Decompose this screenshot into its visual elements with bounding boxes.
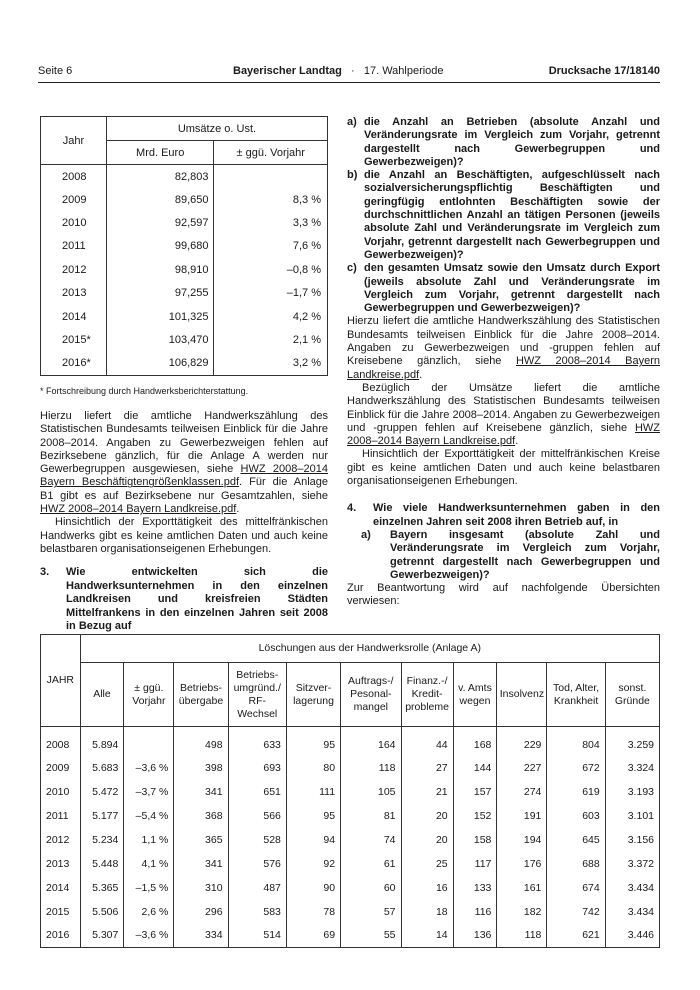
revenue-value-cell: 101,325 <box>106 305 214 328</box>
deletions-year-cell: 2016 <box>41 924 81 948</box>
deletions-value-cell: 176 <box>497 852 547 876</box>
deletions-table-row <box>41 804 660 828</box>
deletions-value-cell: 105 <box>341 780 401 804</box>
left-p1-text-a: Hierzu liefert die amtliche Handwerkszählung des Statistischen Bundesamts teilweisen Einblick für die Jahre 2008–2014. Angaben zu Gewerbezweigen fehlen auf Bezirksebene gänzlich, für die Anlage A werden nur Gewerbegruppen ausgewiesen, siehe <box>40 410 328 476</box>
deletions-value-cell: 296 <box>174 900 228 924</box>
question-3-number: 3. <box>40 566 50 578</box>
deletions-value-cell: 2,6 % <box>124 900 174 924</box>
deletions-value-cell: 55 <box>341 924 401 948</box>
deletions-value-cell: 5.894 <box>80 727 124 757</box>
deletions-value-cell: 645 <box>547 828 605 852</box>
right-paragraph-2 <box>347 382 660 448</box>
deletions-column-header: ± ggü. Vorjahr <box>124 663 174 727</box>
deletions-column-header: Auftrags-/ Pesonal-mangel <box>341 663 401 727</box>
deletions-value-cell: 651 <box>228 780 286 804</box>
deletions-value-cell: 92 <box>286 852 340 876</box>
question-3-text: Wie entwickelten sich die Handwerksunternehmen in den einzelnen Landkreisen und kreisfreien Städten Mittelfrankens in den einzelnen Jahren seit 2008 in Bezug auf <box>66 566 328 632</box>
deletions-value-cell <box>124 727 174 757</box>
deletions-year-cell: 2015 <box>41 900 81 924</box>
revenue-year-cell: 2014 <box>41 305 107 328</box>
left-column-text <box>40 410 328 556</box>
revenue-change-cell: 7,6 % <box>214 235 328 258</box>
right-paragraph-1 <box>347 315 660 381</box>
revenue-value-cell: 103,470 <box>106 328 214 351</box>
deletions-value-cell: 94 <box>286 828 340 852</box>
subquestion-a <box>347 116 660 169</box>
revenue-value-cell: 106,829 <box>106 352 214 375</box>
revenue-table-body <box>41 165 328 376</box>
revenue-table-group-header: Umsätze o. Ust. <box>106 117 327 141</box>
question-4-text: Wie viele Handwerksunternehmen gaben in den einzelnen Jahren seit 2008 ihren Betrieb auf, in <box>373 502 660 528</box>
deletions-year-cell: 2012 <box>41 828 81 852</box>
page-header <box>38 65 660 81</box>
revenue-change-cell: 3,2 % <box>214 352 328 375</box>
left-p1-text-b: . Für die Anlage B1 gibt es auf Bezirksebene nur Gesamtzahlen, siehe <box>40 476 328 502</box>
deletions-value-cell: 3.434 <box>605 900 659 924</box>
deletions-value-cell: 25 <box>401 852 453 876</box>
deletions-value-cell: 368 <box>174 804 228 828</box>
deletions-column-header: v. Amts wegen <box>453 663 497 727</box>
deletions-value-cell: 3.259 <box>605 727 659 757</box>
deletions-value-cell: 3.446 <box>605 924 659 948</box>
revenue-change-cell: –0,8 % <box>214 258 328 281</box>
deletions-table-group-header: Löschungen aus der Handwerksrolle (Anlage A) <box>80 635 659 663</box>
deletions-value-cell: 5.234 <box>80 828 124 852</box>
deletions-year-cell: 2014 <box>41 876 81 900</box>
revenue-change-cell: 4,2 % <box>214 305 328 328</box>
right-p2-text-b: . <box>515 435 519 448</box>
deletions-table-column-headers <box>41 663 660 727</box>
deletions-value-cell: 158 <box>453 828 497 852</box>
subquestion-a-label: a) <box>347 116 357 128</box>
deletions-year-cell: 2010 <box>41 780 81 804</box>
revenue-year-cell: 2011 <box>41 235 107 258</box>
deletions-value-cell: 161 <box>497 876 547 900</box>
footnote: * Fortschreibung durch Handwerksberichterstattung. <box>40 386 249 396</box>
deletions-table-year-header: JAHR <box>41 635 81 727</box>
revenue-table-mrd-header: Mrd. Euro <box>106 141 214 165</box>
deletions-column-header: sonst. Gründe <box>605 663 659 727</box>
left-paragraph-2: Hinsichtlich der Exporttätigkeit des mittelfränkischen Handwerks gibt es keine amtlichen Daten und auch keine belastbaren organisationseigenen Erhebungen. <box>40 516 328 555</box>
link-hwz-beschaeftigtengroessenklassen[interactable]: HWZ 2008–2014 Bayern Beschäftigtengrößenklassen.pdf <box>40 463 328 489</box>
deletions-column-header: Insolvenz <box>497 663 547 727</box>
deletions-value-cell: 81 <box>341 804 401 828</box>
right-p2-text-a: Bezüglich der Umsätze liefert die amtliche Handwerkszählung des Statistischen Bundesamts teilweisen Einblick für die Jahre 2008–2014. Angaben zu Gewerbezweigen und -gruppen fehlen auf Kreisebene gänzlich, siehe <box>347 381 660 434</box>
deletions-value-cell: 90 <box>286 876 340 900</box>
deletions-value-cell: 5.448 <box>80 852 124 876</box>
deletions-value-cell: 57 <box>341 900 401 924</box>
deletions-value-cell: 133 <box>453 876 497 900</box>
deletions-value-cell: 61 <box>341 852 401 876</box>
deletions-year-cell: 2013 <box>41 852 81 876</box>
deletions-value-cell: 672 <box>547 757 605 781</box>
question-4a-label: a) <box>361 528 371 541</box>
revenue-value-cell: 92,597 <box>106 211 214 234</box>
deletions-year-cell: 2011 <box>41 804 81 828</box>
deletions-value-cell: 583 <box>228 900 286 924</box>
revenue-year-cell: 2010 <box>41 211 107 234</box>
deletions-value-cell: 60 <box>341 876 401 900</box>
deletions-value-cell: 74 <box>341 828 401 852</box>
left-p1-text-c: . <box>236 503 240 516</box>
deletions-value-cell: 144 <box>453 757 497 781</box>
revenue-change-cell: 3,3 % <box>214 211 328 234</box>
revenue-table-row <box>41 235 328 258</box>
deletions-value-cell: 603 <box>547 804 605 828</box>
deletions-value-cell: 44 <box>401 727 453 757</box>
deletions-value-cell: 16 <box>401 876 453 900</box>
subquestion-b <box>347 169 660 262</box>
revenue-year-cell: 2016* <box>41 352 107 375</box>
subquestion-c-text: den gesamten Umsatz sowie den Umsatz durch Export (jeweils absolute Zahl und Veränderungsrate im Vergleich zum Vorjahr, getrennt dargestellt nach Gewerbegruppen und Gewerbezweigen)? <box>364 262 660 315</box>
deletions-value-cell: 95 <box>286 727 340 757</box>
revenue-table-row <box>41 188 328 211</box>
deletions-table-row <box>41 727 660 757</box>
deletions-value-cell: 136 <box>453 924 497 948</box>
link-hwz-landkreise[interactable]: HWZ 2008–2014 Bayern Landkreise.pdf <box>40 503 237 516</box>
deletions-value-cell: 21 <box>401 780 453 804</box>
parliament-name: Bayerischer Landtag <box>233 65 342 77</box>
right-paragraph-3: Hinsichtlich der Exporttätigkeit der mittelfränkischen Kreise gibt es keine amtlichen Daten und auch keine belastbaren organisationseigenen Erhebungen. <box>347 448 660 488</box>
deletions-value-cell: 69 <box>286 924 340 948</box>
deletions-value-cell: 111 <box>286 780 340 804</box>
question-4-number: 4. <box>347 502 357 515</box>
deletions-value-cell: 182 <box>497 900 547 924</box>
revenue-value-cell: 99,680 <box>106 235 214 258</box>
deletions-value-cell: 576 <box>228 852 286 876</box>
deletions-value-cell: 18 <box>401 900 453 924</box>
subquestion-c <box>347 262 660 315</box>
deletions-value-cell: 5.177 <box>80 804 124 828</box>
deletions-value-cell: 3.101 <box>605 804 659 828</box>
deletions-column-header: Tod, Alter, Krankheit <box>547 663 605 727</box>
question-4 <box>347 502 660 529</box>
deletions-year-cell: 2009 <box>41 757 81 781</box>
deletions-table-row <box>41 757 660 781</box>
deletions-value-cell: 693 <box>228 757 286 781</box>
deletions-value-cell: –3,6 % <box>124 924 174 948</box>
deletions-value-cell: 157 <box>453 780 497 804</box>
revenue-table-row <box>41 165 328 188</box>
deletions-table-row <box>41 900 660 924</box>
deletions-value-cell: 566 <box>228 804 286 828</box>
deletions-value-cell: 341 <box>174 780 228 804</box>
deletions-value-cell: 5.472 <box>80 780 124 804</box>
deletions-value-cell: 194 <box>497 828 547 852</box>
deletions-value-cell: 14 <box>401 924 453 948</box>
revenue-year-cell: 2009 <box>41 188 107 211</box>
deletions-value-cell: 528 <box>228 828 286 852</box>
deletions-value-cell: 341 <box>174 852 228 876</box>
revenue-table-row <box>41 281 328 304</box>
deletions-value-cell: 20 <box>401 804 453 828</box>
revenue-table-year-header: Jahr <box>41 117 107 165</box>
deletions-value-cell: 398 <box>174 757 228 781</box>
deletions-value-cell: 1,1 % <box>124 828 174 852</box>
deletions-column-header: Finanz.-/ Kredit-probleme <box>401 663 453 727</box>
question-4a-text: Bayern insgesamt (absolute Zahl und Veränderungsrate im Vergleich zum Vorjahr, getrennt dargestellt nach Gewerbegruppen und Gewerbezweigen)? <box>390 528 660 581</box>
right-p1-text-b: . <box>419 368 423 381</box>
revenue-table-row <box>41 305 328 328</box>
deletions-value-cell: 191 <box>497 804 547 828</box>
legislative-period: 17. Wahlperiode <box>363 65 444 77</box>
page-number: Seite 6 <box>38 65 73 77</box>
deletions-value-cell: –5,4 % <box>124 804 174 828</box>
deletions-value-cell: 742 <box>547 900 605 924</box>
revenue-change-cell: 8,3 % <box>214 188 328 211</box>
deletions-value-cell: 498 <box>174 727 228 757</box>
right-p1-text-a: Hierzu liefert die amtliche Handwerkszählung des Statistischen Bundesamts teilweisen Einblick für die Jahre 2008–2014. Angaben zu Gewerbezweigen und -gruppen fehlen auf Kreisebene gänzlich, siehe <box>347 315 660 368</box>
deletions-value-cell: 78 <box>286 900 340 924</box>
revenue-table-row <box>41 352 328 375</box>
question-3 <box>40 566 328 634</box>
deletions-table-row <box>41 780 660 804</box>
revenue-year-cell: 2012 <box>41 258 107 281</box>
revenue-value-cell: 82,803 <box>106 165 214 188</box>
deletions-value-cell: 365 <box>174 828 228 852</box>
deletions-table-row <box>41 876 660 900</box>
document-number: Drucksache 17/18140 <box>548 65 660 77</box>
deletions-value-cell: 3.193 <box>605 780 659 804</box>
deletions-value-cell: 310 <box>174 876 228 900</box>
deletions-value-cell: 5.506 <box>80 900 124 924</box>
revenue-table-row <box>41 211 328 234</box>
revenue-year-cell: 2015* <box>41 328 107 351</box>
deletions-value-cell: 4,1 % <box>124 852 174 876</box>
deletions-column-header: Betriebs-umgründ./ RF-Wechsel <box>228 663 286 727</box>
deletions-value-cell: 20 <box>401 828 453 852</box>
revenue-table-change-header: ± ggü. Vorjahr <box>214 141 328 165</box>
deletions-value-cell: 152 <box>453 804 497 828</box>
deletions-value-cell: –1,5 % <box>124 876 174 900</box>
deletions-value-cell: 3.156 <box>605 828 659 852</box>
deletions-value-cell: 168 <box>453 727 497 757</box>
question-4a <box>347 529 660 582</box>
deletions-value-cell: 229 <box>497 727 547 757</box>
deletions-year-cell: 2008 <box>41 727 81 757</box>
deletions-table-row <box>41 852 660 876</box>
deletions-value-cell: 5.683 <box>80 757 124 781</box>
header-rule <box>38 82 660 83</box>
deletions-value-cell: 619 <box>547 780 605 804</box>
subquestion-c-label: c) <box>347 262 357 275</box>
deletions-value-cell: 95 <box>286 804 340 828</box>
subquestion-a-text: die Anzahl an Betrieben (absolute Anzahl und Veränderungsrate im Vergleich zum Vorjahr, getrennt dargestellt nach Gewerbegruppen und Gewerbezweigen)? <box>364 116 660 168</box>
deletions-value-cell: 3.372 <box>605 852 659 876</box>
deletions-value-cell: 5.307 <box>80 924 124 948</box>
deletions-value-cell: 117 <box>453 852 497 876</box>
deletions-value-cell: 334 <box>174 924 228 948</box>
revenue-value-cell: 89,650 <box>106 188 214 211</box>
deletions-value-cell: 514 <box>228 924 286 948</box>
deletions-table-row <box>41 924 660 948</box>
revenue-value-cell: 97,255 <box>106 281 214 304</box>
deletions-column-header: Betriebs-übergabe <box>174 663 228 727</box>
revenue-change-cell: –1,7 % <box>214 281 328 304</box>
revenue-value-cell: 98,910 <box>106 258 214 281</box>
revenue-change-cell: 2,1 % <box>214 328 328 351</box>
deletions-value-cell: 164 <box>341 727 401 757</box>
link-hwz-landkreise-2[interactable]: HWZ 2008–2014 Bayern Landkreise.pdf <box>347 355 660 381</box>
deletions-value-cell: 3.324 <box>605 757 659 781</box>
right-column-text <box>347 116 660 609</box>
link-hwz-landkreise-3[interactable]: HWZ 2008–2014 Bayern Landkreise.pdf <box>347 421 660 448</box>
deletions-value-cell: 118 <box>341 757 401 781</box>
deletions-value-cell: 227 <box>497 757 547 781</box>
revenue-change-cell <box>214 165 328 188</box>
deletions-value-cell: 80 <box>286 757 340 781</box>
deletions-value-cell: 487 <box>228 876 286 900</box>
left-paragraph-1 <box>40 410 328 516</box>
deletions-value-cell: 804 <box>547 727 605 757</box>
revenue-year-cell: 2013 <box>41 281 107 304</box>
deletions-value-cell: 116 <box>453 900 497 924</box>
deletions-value-cell: –3,6 % <box>124 757 174 781</box>
deletions-value-cell: 274 <box>497 780 547 804</box>
deletions-value-cell: 27 <box>401 757 453 781</box>
header-center <box>233 65 444 77</box>
header-separator: · <box>351 65 355 77</box>
deletions-column-header: Sitzver-lagerung <box>286 663 340 727</box>
revenue-table-row <box>41 328 328 351</box>
revenue-table-row <box>41 258 328 281</box>
deletions-table <box>40 634 660 948</box>
subquestion-b-text: die Anzahl an Beschäftigten, aufgeschlüsselt nach sozialversicherungspflichtig Beschäftigten und geringfügig entlohnten Beschäftigten sowie der durchschnittlichen Anzahl an tätigen Personen (jeweils absolute Zahl und Veränderungsrate im Vergleich zum Vorjahr, getrennt dargestellt nach Gewerbegruppen und Gewerbezweigen)? <box>364 169 660 261</box>
answer-text: Zur Beantwortung wird auf nachfolgende Übersichten verwiesen: <box>347 582 660 608</box>
deletions-table-row <box>41 828 660 852</box>
deletions-value-cell: 621 <box>547 924 605 948</box>
deletions-value-cell: 633 <box>228 727 286 757</box>
deletions-column-header: Alle <box>80 663 124 727</box>
revenue-table <box>40 116 328 376</box>
deletions-value-cell: 3.434 <box>605 876 659 900</box>
deletions-value-cell: 688 <box>547 852 605 876</box>
deletions-table-body <box>41 727 660 948</box>
deletions-value-cell: –3,7 % <box>124 780 174 804</box>
deletions-value-cell: 5.365 <box>80 876 124 900</box>
deletions-value-cell: 118 <box>497 924 547 948</box>
subquestion-b-label: b) <box>347 169 358 182</box>
revenue-year-cell: 2008 <box>41 165 107 188</box>
deletions-value-cell: 674 <box>547 876 605 900</box>
